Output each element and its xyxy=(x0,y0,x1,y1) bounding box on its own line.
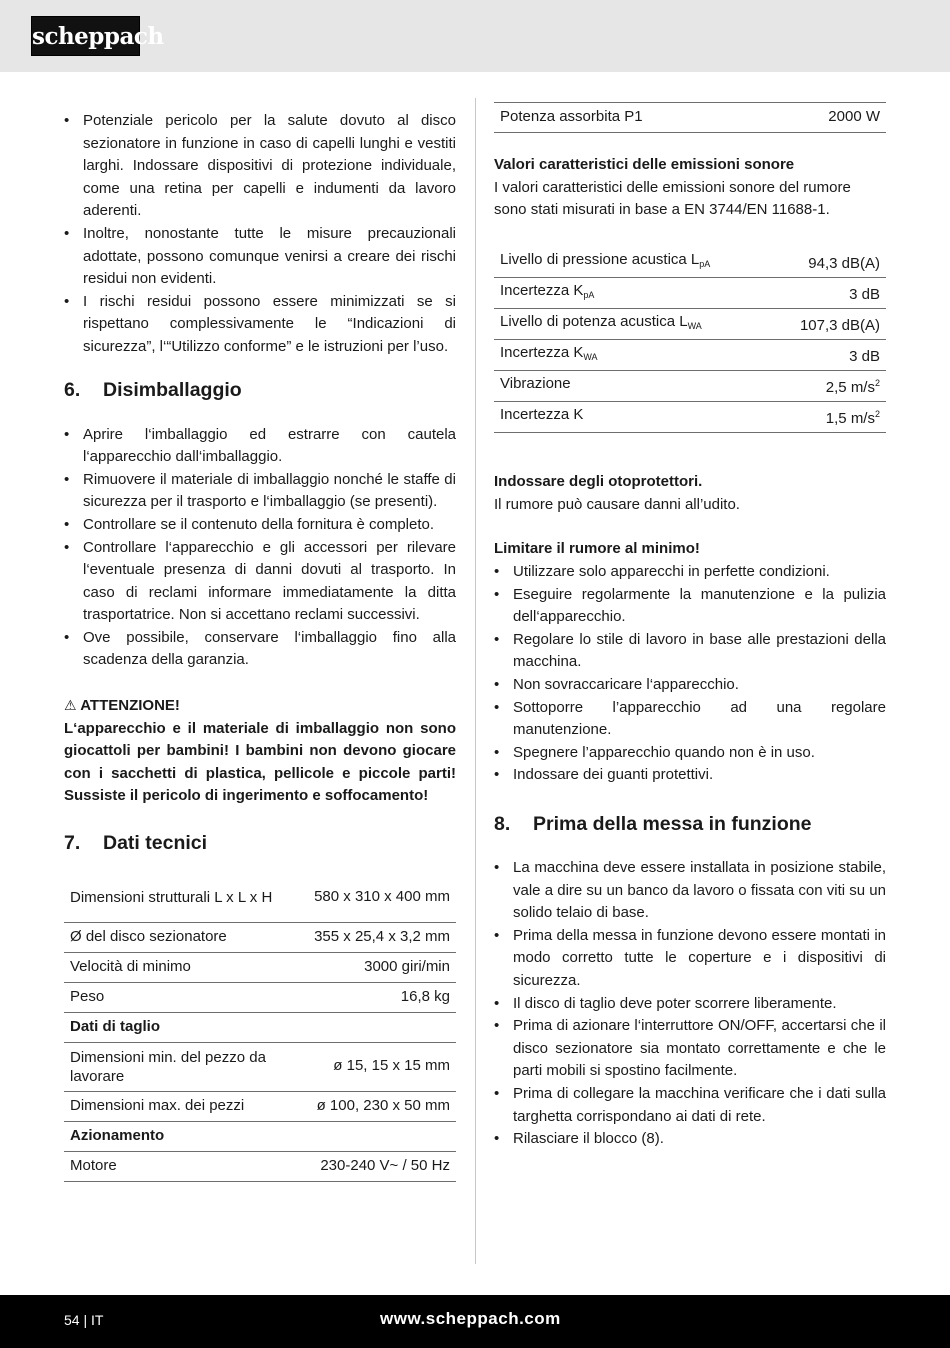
table-cell-value xyxy=(771,278,886,309)
scheppach-logo: scheppach xyxy=(31,16,140,56)
table-cell-value: 16,8 kg xyxy=(284,982,456,1012)
intro-bullet-list xyxy=(64,110,456,359)
table-row xyxy=(494,309,886,340)
warning-text: L‘apparecchio e il materiale di imballaggio non sono giocattoli per bambini! I bambini non devono giocare con i sacchetti di plastica, pellicole e piccole parti! Sussiste il pericolo di ingerimento e soffocamento! xyxy=(64,719,456,805)
label-text: Incertezza K xyxy=(500,281,584,299)
list-item: • Utilizzare solo apparecchi in perfette condizioni. xyxy=(494,561,886,584)
list-item: • Rimuovere il materiale di imballaggio nonché le staffe di sicurezza per il trasporto e l‘imballaggio (se presenti). xyxy=(64,469,456,514)
value-superscript: 2 xyxy=(874,409,880,420)
table-row xyxy=(494,402,886,433)
value-text: 3 dB xyxy=(849,286,880,304)
label-subscript: pA xyxy=(699,258,711,269)
label-text: Vibrazione xyxy=(500,374,571,392)
label-subscript: WA xyxy=(583,351,598,362)
table-cell-value: 580 x 310 x 400 mm xyxy=(284,873,456,922)
list-item: • Ove possibile, conservare l‘imballaggio fino alla scadenza della garanzia. xyxy=(64,627,456,672)
value-text: 107,3 dB(A) xyxy=(799,317,880,335)
list-item: • Prima di collegare la macchina verificare che i dati sulla targhetta corrispondano ai dati di rete. xyxy=(494,1083,886,1128)
table-cell-label: Dimensioni strutturali L x L x H xyxy=(64,873,284,922)
section-title: Prima della messa in funzione xyxy=(533,813,812,835)
list-item: • Regolare lo stile di lavoro in base alle prestazioni della macchina. xyxy=(494,629,886,674)
ear-protection-text: Il rumore può causare danni all’udito. xyxy=(494,495,740,513)
table-cell-value: 355 x 25,4 x 3,2 mm xyxy=(284,922,456,952)
section-title: Dati tecnici xyxy=(103,832,208,855)
table-cell-label: Potenza assorbita P1 xyxy=(494,103,772,133)
table-cell-value xyxy=(771,340,886,371)
table-row xyxy=(494,278,886,309)
table-cell-label: Dimensioni max. dei pezzi xyxy=(64,1091,284,1121)
section-heading-commissioning xyxy=(494,811,886,837)
value-text: 1,5 m/s xyxy=(825,410,875,428)
table-row xyxy=(64,982,456,1012)
label-subscript: WA xyxy=(687,320,702,331)
unpacking-bullet-list xyxy=(64,424,456,673)
table-cell-label: Dimensioni min. del pezzo da lavorare xyxy=(64,1042,284,1091)
table-cell-value: ø 100, 230 x 50 mm xyxy=(284,1091,456,1121)
table-cell-value xyxy=(771,371,886,402)
column-divider xyxy=(475,98,476,1264)
page-header xyxy=(0,0,950,72)
label-text: Incertezza K xyxy=(500,343,584,361)
table-row xyxy=(64,873,456,922)
table-row xyxy=(494,247,886,278)
website-link[interactable]: www.scheppach.com xyxy=(380,1309,561,1328)
label-text: Incertezza K xyxy=(500,405,584,423)
section-heading-technical-data xyxy=(64,830,456,856)
list-item: • I rischi residui possono essere minimizzati se si rispettano complessivamente le “Indicazioni di sicurezza”, l‘“Utilizzo conforme” e le istruzioni per l’uso. xyxy=(64,291,456,359)
limit-noise-heading: Limitare il rumore al minimo! xyxy=(494,540,700,558)
table-cell-label: Peso xyxy=(64,982,284,1012)
list-item: • Aprire l‘imballaggio ed estrarre con cautela l‘apparecchio dall‘imballaggio. xyxy=(64,424,456,469)
commissioning-bullet-list xyxy=(494,857,886,1151)
table-cell-value: 3000 giri/min xyxy=(284,952,456,982)
table-cell-value: 230-240 V~ / 50 Hz xyxy=(284,1151,456,1181)
right-column xyxy=(494,102,886,1151)
table-cell-label xyxy=(494,402,771,433)
list-item: • Prima di azionare l‘interruttore ON/OFF, accertarsi che il disco sezionatore sia montato correttamente e che le parti mobili si spostino facilmente. xyxy=(494,1015,886,1083)
warning-triangle-icon: ⚠ xyxy=(64,697,77,714)
table-cell-label xyxy=(494,371,771,402)
table-cell-label: Ø del disco sezionatore xyxy=(64,922,284,952)
page-number: 54 | IT xyxy=(64,1312,104,1328)
list-item: • Controllare l‘apparecchio e gli accessori per rilevare l‘eventuale presenza di danni dovuti al trasporto. In caso di reclami informare immediatamente la ditta trasportatrice. Non si accettano reclami successivi. xyxy=(64,537,456,627)
table-cell-label: Velocità di minimo xyxy=(64,952,284,982)
table-cell-label xyxy=(494,340,771,371)
list-item: • Rilasciare il blocco (8). xyxy=(494,1128,886,1151)
power-table xyxy=(494,102,886,133)
table-cell-value xyxy=(771,247,886,278)
table-row xyxy=(494,371,886,402)
table-row xyxy=(64,1012,456,1042)
label-subscript: pA xyxy=(583,289,595,300)
label-text: Livello di pressione acustica L xyxy=(500,250,700,268)
table-cell-value xyxy=(771,402,886,433)
table-cell-value: ø 15, 15 x 15 mm xyxy=(284,1042,456,1091)
section-number: 7. xyxy=(64,832,81,855)
section-title: Disimballaggio xyxy=(103,378,242,401)
page-footer xyxy=(0,1295,950,1348)
value-text: 94,3 dB(A) xyxy=(808,255,880,273)
table-cell-label xyxy=(494,309,771,340)
table-row xyxy=(64,1121,456,1151)
list-item: • Potenziale pericolo per la salute dovuto al disco sezionatore in funzione in caso di capelli lunghi e vestiti larghi. Indossare dispositivi di protezione individuale, come una retina per capelli e indumenti da lavoro aderenti. xyxy=(64,110,456,223)
limit-noise-bullet-list xyxy=(494,561,886,787)
table-cell-label xyxy=(494,247,771,278)
table-row xyxy=(494,340,886,371)
noise-heading: Valori caratteristici delle emissioni sonore xyxy=(494,156,795,173)
ear-protection-heading: Indossare degli otoprotettori. xyxy=(494,473,703,491)
list-item: • Il disco di taglio deve poter scorrere liberamente. xyxy=(494,993,886,1016)
warning-title: ATTENZIONE! xyxy=(80,697,180,715)
table-row xyxy=(64,1042,456,1091)
list-item: • Sottoporre l’apparecchio ad una regolare manutenzione. xyxy=(494,697,886,742)
section-number: 8. xyxy=(494,813,511,835)
technical-data-table xyxy=(64,873,456,1182)
list-item: • Inoltre, nonostante tutte le misure precauzionali adottate, possono comunque venirsi a creare dei rischi residui non evidenti. xyxy=(64,223,456,291)
label-text: Livello di potenza acustica L xyxy=(500,312,688,330)
table-cell-value xyxy=(771,309,886,340)
left-column xyxy=(64,110,456,1182)
list-item: • Controllare se il contenuto della fornitura è completo. xyxy=(64,514,456,537)
list-item: • Spegnere l’apparecchio quando non è in uso. xyxy=(494,742,886,765)
noise-values-table xyxy=(494,247,886,434)
table-cell-value xyxy=(284,1121,456,1151)
table-row xyxy=(64,922,456,952)
table-cell-value xyxy=(284,1012,456,1042)
list-item: • Indossare dei guanti protettivi. xyxy=(494,764,886,787)
value-text: 3 dB xyxy=(849,348,880,366)
list-item: • Eseguire regolarmente la manutenzione e la pulizia dell‘apparecchio. xyxy=(494,584,886,629)
table-row xyxy=(494,103,886,133)
table-row xyxy=(64,952,456,982)
table-row xyxy=(64,1151,456,1181)
table-cell-label xyxy=(494,278,771,309)
list-item: • La macchina deve essere installata in posizione stabile, vale a dire su un banco da lavoro o fissata con viti su un solido telaio di base. xyxy=(494,857,886,925)
list-item: • Prima della messa in funzione devono essere montati in modo corretto tutte le coperture e i dispositivi di sicurezza. xyxy=(494,925,886,993)
value-text: 2,5 m/s xyxy=(825,379,875,397)
section-heading-unpacking xyxy=(64,377,456,403)
list-item: • Non sovraccaricare l‘apparecchio. xyxy=(494,674,886,697)
table-cell-value: 2000 W xyxy=(772,103,886,133)
table-cell-label: Azionamento xyxy=(64,1121,284,1151)
table-cell-label: Dati di taglio xyxy=(64,1012,284,1042)
noise-description: I valori caratteristici delle emissioni sonore del rumore sono stati misurati in base a EN 3744/EN 11688-1. xyxy=(494,178,851,219)
warning-box xyxy=(64,694,456,808)
table-row xyxy=(64,1091,456,1121)
value-superscript: 2 xyxy=(874,378,880,389)
table-cell-label: Motore xyxy=(64,1151,284,1181)
section-number: 6. xyxy=(64,378,81,401)
warning-title-line xyxy=(64,694,456,718)
